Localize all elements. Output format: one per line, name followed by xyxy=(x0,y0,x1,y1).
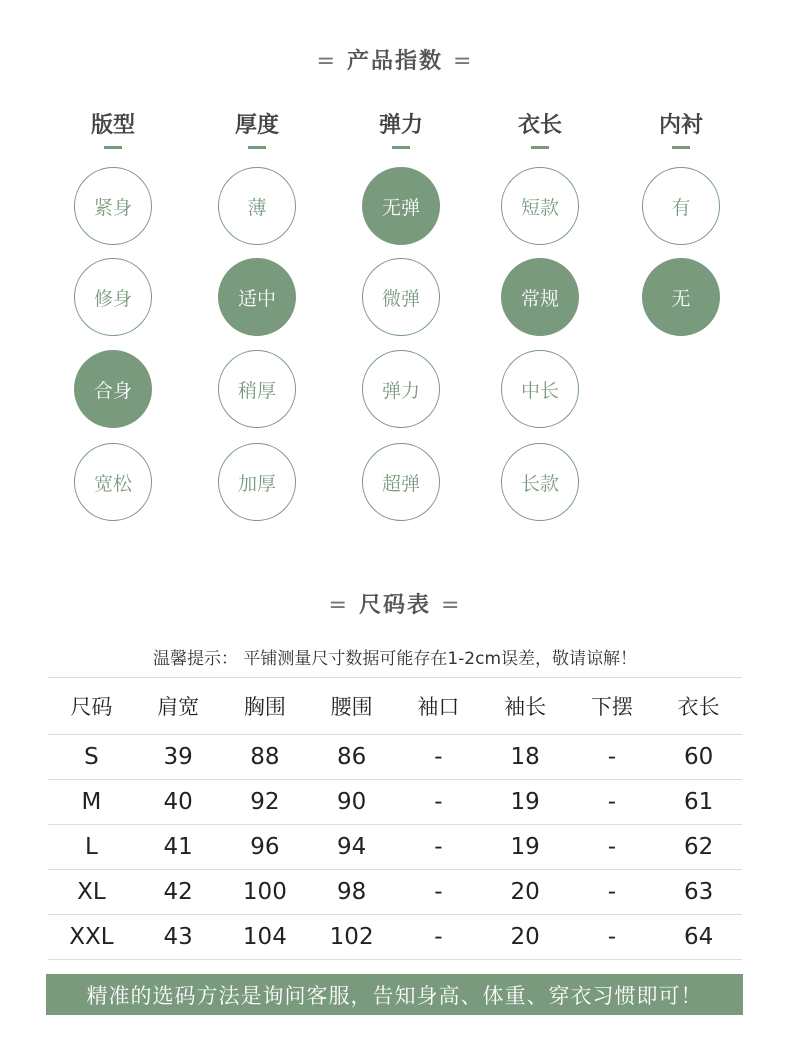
index-option-selected: 适中 xyxy=(218,258,296,336)
index-column xyxy=(207,110,307,495)
header-underline xyxy=(392,146,410,149)
table-cell: XXL xyxy=(48,915,135,960)
table-cell: 20 xyxy=(482,870,569,915)
product-index-title-text: 产品指数 xyxy=(346,49,443,74)
table-cell: 63 xyxy=(655,870,742,915)
size-table-header-cell: 尺码 xyxy=(48,678,135,735)
size-table-header-cell: 衣长 xyxy=(655,678,742,735)
table-row xyxy=(48,780,742,825)
table-cell: 100 xyxy=(222,870,309,915)
table-cell: - xyxy=(395,825,482,870)
size-table xyxy=(48,677,742,960)
product-index-title xyxy=(0,44,790,75)
table-row xyxy=(48,870,742,915)
index-column-header: 厚度 xyxy=(234,113,279,138)
table-cell: 19 xyxy=(482,780,569,825)
index-option: 有 xyxy=(642,167,720,245)
table-cell: 102 xyxy=(308,915,395,960)
table-cell: 43 xyxy=(135,915,222,960)
table-cell: 90 xyxy=(308,780,395,825)
index-option: 薄 xyxy=(218,167,296,245)
table-cell: 42 xyxy=(135,870,222,915)
index-option: 加厚 xyxy=(218,443,296,521)
table-cell: 96 xyxy=(222,825,309,870)
index-option: 稍厚 xyxy=(218,350,296,428)
size-table-header-cell: 肩宽 xyxy=(135,678,222,735)
index-column xyxy=(631,110,731,310)
size-table-header-cell: 胸围 xyxy=(222,678,309,735)
size-table-header-cell: 袖口 xyxy=(395,678,482,735)
table-cell: 98 xyxy=(308,870,395,915)
table-cell: - xyxy=(395,870,482,915)
title-deco-left: = xyxy=(328,593,349,618)
table-cell: L xyxy=(48,825,135,870)
table-cell: - xyxy=(569,870,656,915)
title-deco-left: = xyxy=(316,49,337,74)
table-cell: - xyxy=(569,780,656,825)
table-cell: 20 xyxy=(482,915,569,960)
table-cell: 94 xyxy=(308,825,395,870)
table-cell: 88 xyxy=(222,735,309,780)
table-cell: 39 xyxy=(135,735,222,780)
size-table-body xyxy=(48,735,742,960)
table-cell: - xyxy=(569,825,656,870)
header-underline xyxy=(104,146,122,149)
index-column xyxy=(351,110,451,495)
measurement-note: 温馨提示： 平铺测量尺寸数据可能存在1-2cm误差，敬请谅解！ xyxy=(152,649,638,669)
title-deco-right: = xyxy=(453,49,474,74)
table-cell: 61 xyxy=(655,780,742,825)
table-cell: - xyxy=(569,735,656,780)
table-cell: 86 xyxy=(308,735,395,780)
table-row xyxy=(48,915,742,960)
table-cell: 18 xyxy=(482,735,569,780)
size-chart-title-text: 尺码表 xyxy=(358,593,431,618)
size-table-header-cell: 下摆 xyxy=(569,678,656,735)
table-cell: 40 xyxy=(135,780,222,825)
table-cell: 92 xyxy=(222,780,309,825)
index-option: 弹力 xyxy=(362,350,440,428)
table-cell: XL xyxy=(48,870,135,915)
table-cell: 104 xyxy=(222,915,309,960)
table-cell: 64 xyxy=(655,915,742,960)
index-option: 修身 xyxy=(74,258,152,336)
sizing-advice-banner: 精准的选码方法是询问客服，告知身高、体重、穿衣习惯即可！ xyxy=(46,974,743,1015)
index-option-selected: 无 xyxy=(642,258,720,336)
size-table-header-cell: 袖长 xyxy=(482,678,569,735)
title-deco-right: = xyxy=(441,593,462,618)
table-row xyxy=(48,825,742,870)
header-underline xyxy=(672,146,690,149)
header-underline xyxy=(531,146,549,149)
index-column-header: 弹力 xyxy=(378,113,423,138)
index-column xyxy=(63,110,163,495)
index-option: 微弹 xyxy=(362,258,440,336)
table-cell: 60 xyxy=(655,735,742,780)
table-cell: - xyxy=(395,915,482,960)
table-cell: - xyxy=(569,915,656,960)
table-cell: S xyxy=(48,735,135,780)
index-option: 长款 xyxy=(501,443,579,521)
size-chart-title xyxy=(0,588,790,619)
index-option-selected: 无弹 xyxy=(362,167,440,245)
size-table-header-cell: 腰围 xyxy=(308,678,395,735)
index-column-header: 内衬 xyxy=(658,113,703,138)
index-option: 紧身 xyxy=(74,167,152,245)
index-column-header: 衣长 xyxy=(517,113,562,138)
table-cell: - xyxy=(395,735,482,780)
index-option-selected: 合身 xyxy=(74,350,152,428)
table-cell: M xyxy=(48,780,135,825)
table-cell: - xyxy=(395,780,482,825)
table-row xyxy=(48,735,742,780)
header-underline xyxy=(248,146,266,149)
index-option-selected: 常规 xyxy=(501,258,579,336)
index-column xyxy=(490,110,590,495)
index-option: 中长 xyxy=(501,350,579,428)
table-cell: 62 xyxy=(655,825,742,870)
table-cell: 41 xyxy=(135,825,222,870)
index-option: 超弹 xyxy=(362,443,440,521)
index-option: 短款 xyxy=(501,167,579,245)
size-table-header-row xyxy=(48,678,742,735)
index-option: 宽松 xyxy=(74,443,152,521)
table-cell: 19 xyxy=(482,825,569,870)
index-column-header: 版型 xyxy=(90,113,135,138)
